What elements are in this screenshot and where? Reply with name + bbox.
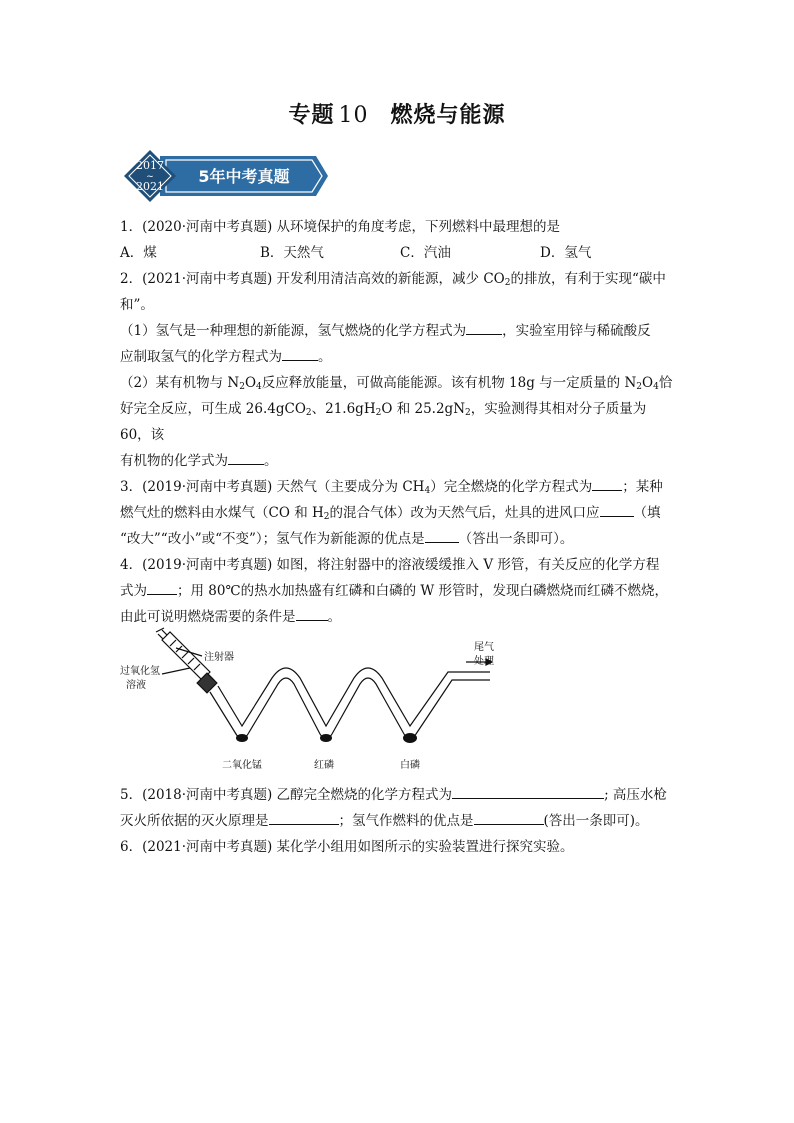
exhaust-label-1: 尾气 (474, 642, 494, 653)
question-5: 5．(2018·河南中考真题) 乙醇完全燃烧的化学方程式为 ; 高压水枪 (120, 782, 680, 808)
question-4-cont: 式为 ；用 80℃的热水加热盛有红磷和白磷的 W 形管时，发现白磷燃烧而红磷不燃烧， (120, 578, 680, 604)
solution-leader (162, 668, 190, 674)
answer-blank[interactable] (600, 501, 634, 517)
red-phosphorus-sample (320, 734, 332, 742)
solution-label-1: 过氧化氢 (120, 666, 160, 677)
answer-blank[interactable] (474, 809, 544, 825)
answer-blank[interactable] (296, 605, 328, 621)
answer-blank[interactable] (592, 475, 622, 491)
question-3: 3．(2019·河南中考真题) 天然气（主要成分为 $CH_4$）完全燃烧的化学方程式为 ；某种 (120, 474, 680, 500)
title-name: 燃烧与能源 (390, 102, 506, 128)
question-2-part-2-cont: 好完全反应，可生成 26.4gCO$_2$、$21.6gH_2O$ 和 $25.2gN_2$，实验测得其相对分子质量为 60，该 (120, 401, 647, 443)
answer-blank[interactable] (425, 527, 459, 543)
option-a: A．煤 (120, 245, 157, 261)
answer-blank[interactable] (466, 319, 502, 335)
question-list-2 (120, 782, 680, 860)
question-2: 2．(2021·河南中考真题) 开发利用清洁高效的新能源，减少 $CO_2$的排放，有利于实现“碳中 (120, 271, 666, 288)
w-tube-diagram (118, 626, 498, 774)
answer-blank[interactable] (269, 809, 339, 825)
question-2-part-2-end: 有机物的化学式为 。 (120, 448, 680, 474)
question-4-end: 由此可说明燃烧需要的条件是 。 (120, 604, 680, 630)
question-3-cont: 燃气灶的燃料由水煤气（CO 和 $H_2$的混合气体）改为天然气后，灶具的进风口应 （填 (120, 500, 680, 526)
mno2-sample (236, 734, 248, 742)
question-2-part-1-cont: 应制取氢气的化学方程式为 。 (120, 344, 680, 370)
title-prefix: 专题 (288, 102, 335, 128)
solution-label-2: 溶液 (126, 680, 146, 691)
banner-year-bottom: 2021 (136, 180, 164, 193)
page-title (0, 98, 794, 129)
syringe-label: 注射器 (204, 652, 234, 663)
option-c: C．汽油 (400, 245, 451, 261)
answer-blank[interactable] (452, 783, 604, 799)
question-2-part-1: （1）氢气是一种理想的新能源，氢气燃烧的化学方程式为 ，实验室用锌与稀硫酸反 (120, 318, 680, 344)
section-banner (120, 148, 330, 204)
question-6: 6．(2021·河南中考真题) 某化学小组用如图所示的实验装置进行探究实验。 (120, 839, 574, 855)
question-list (120, 214, 680, 630)
question-1: 1．(2020·河南中考真题) 从环境保护的角度考虑，下列燃料中最理想的是 (120, 219, 561, 235)
white-phosphorus-label: 白磷 (400, 760, 420, 771)
question-2-cont: 和”。 (120, 297, 154, 313)
exhaust-label-2: 处理 (474, 656, 494, 667)
banner-label: 5年中考真题 (198, 167, 290, 186)
white-phosphorus-sample (403, 733, 417, 743)
question-4: 4．(2019·河南中考真题) 如图，将注射器中的溶液缓缓推入 V 形管，有关反应的化学方程 (120, 557, 660, 573)
answer-blank[interactable] (147, 579, 177, 595)
option-b: B．天然气 (260, 245, 324, 261)
question-1-options (120, 240, 680, 266)
question-5-cont: 灭火所依据的灭火原理是 ；氢气作燃料的优点是 (答出一条即可)。 (120, 808, 680, 834)
banner-tilde: ~ (146, 172, 154, 182)
answer-blank[interactable] (228, 449, 264, 465)
answer-blank[interactable] (282, 345, 318, 361)
red-phosphorus-label: 红磷 (314, 760, 334, 771)
title-number: 10 (338, 103, 369, 128)
option-d: D．氢气 (540, 245, 592, 261)
banner-year-top: 2017 (136, 159, 164, 172)
mno2-label: 二氧化锰 (222, 760, 262, 771)
question-2-part-2: （2）某有机物与 $N_2O_4$反应释放能量，可做高能能源。该有机物 18g 与一定质量的 $N_2O_4$恰 (120, 375, 673, 392)
question-3-end: “改大”“改小”或“不变”）；氢气作为新能源的优点是 （答出一条即可）。 (120, 526, 680, 552)
w-tube-outer (210, 678, 490, 739)
w-tube-inner (218, 668, 490, 726)
